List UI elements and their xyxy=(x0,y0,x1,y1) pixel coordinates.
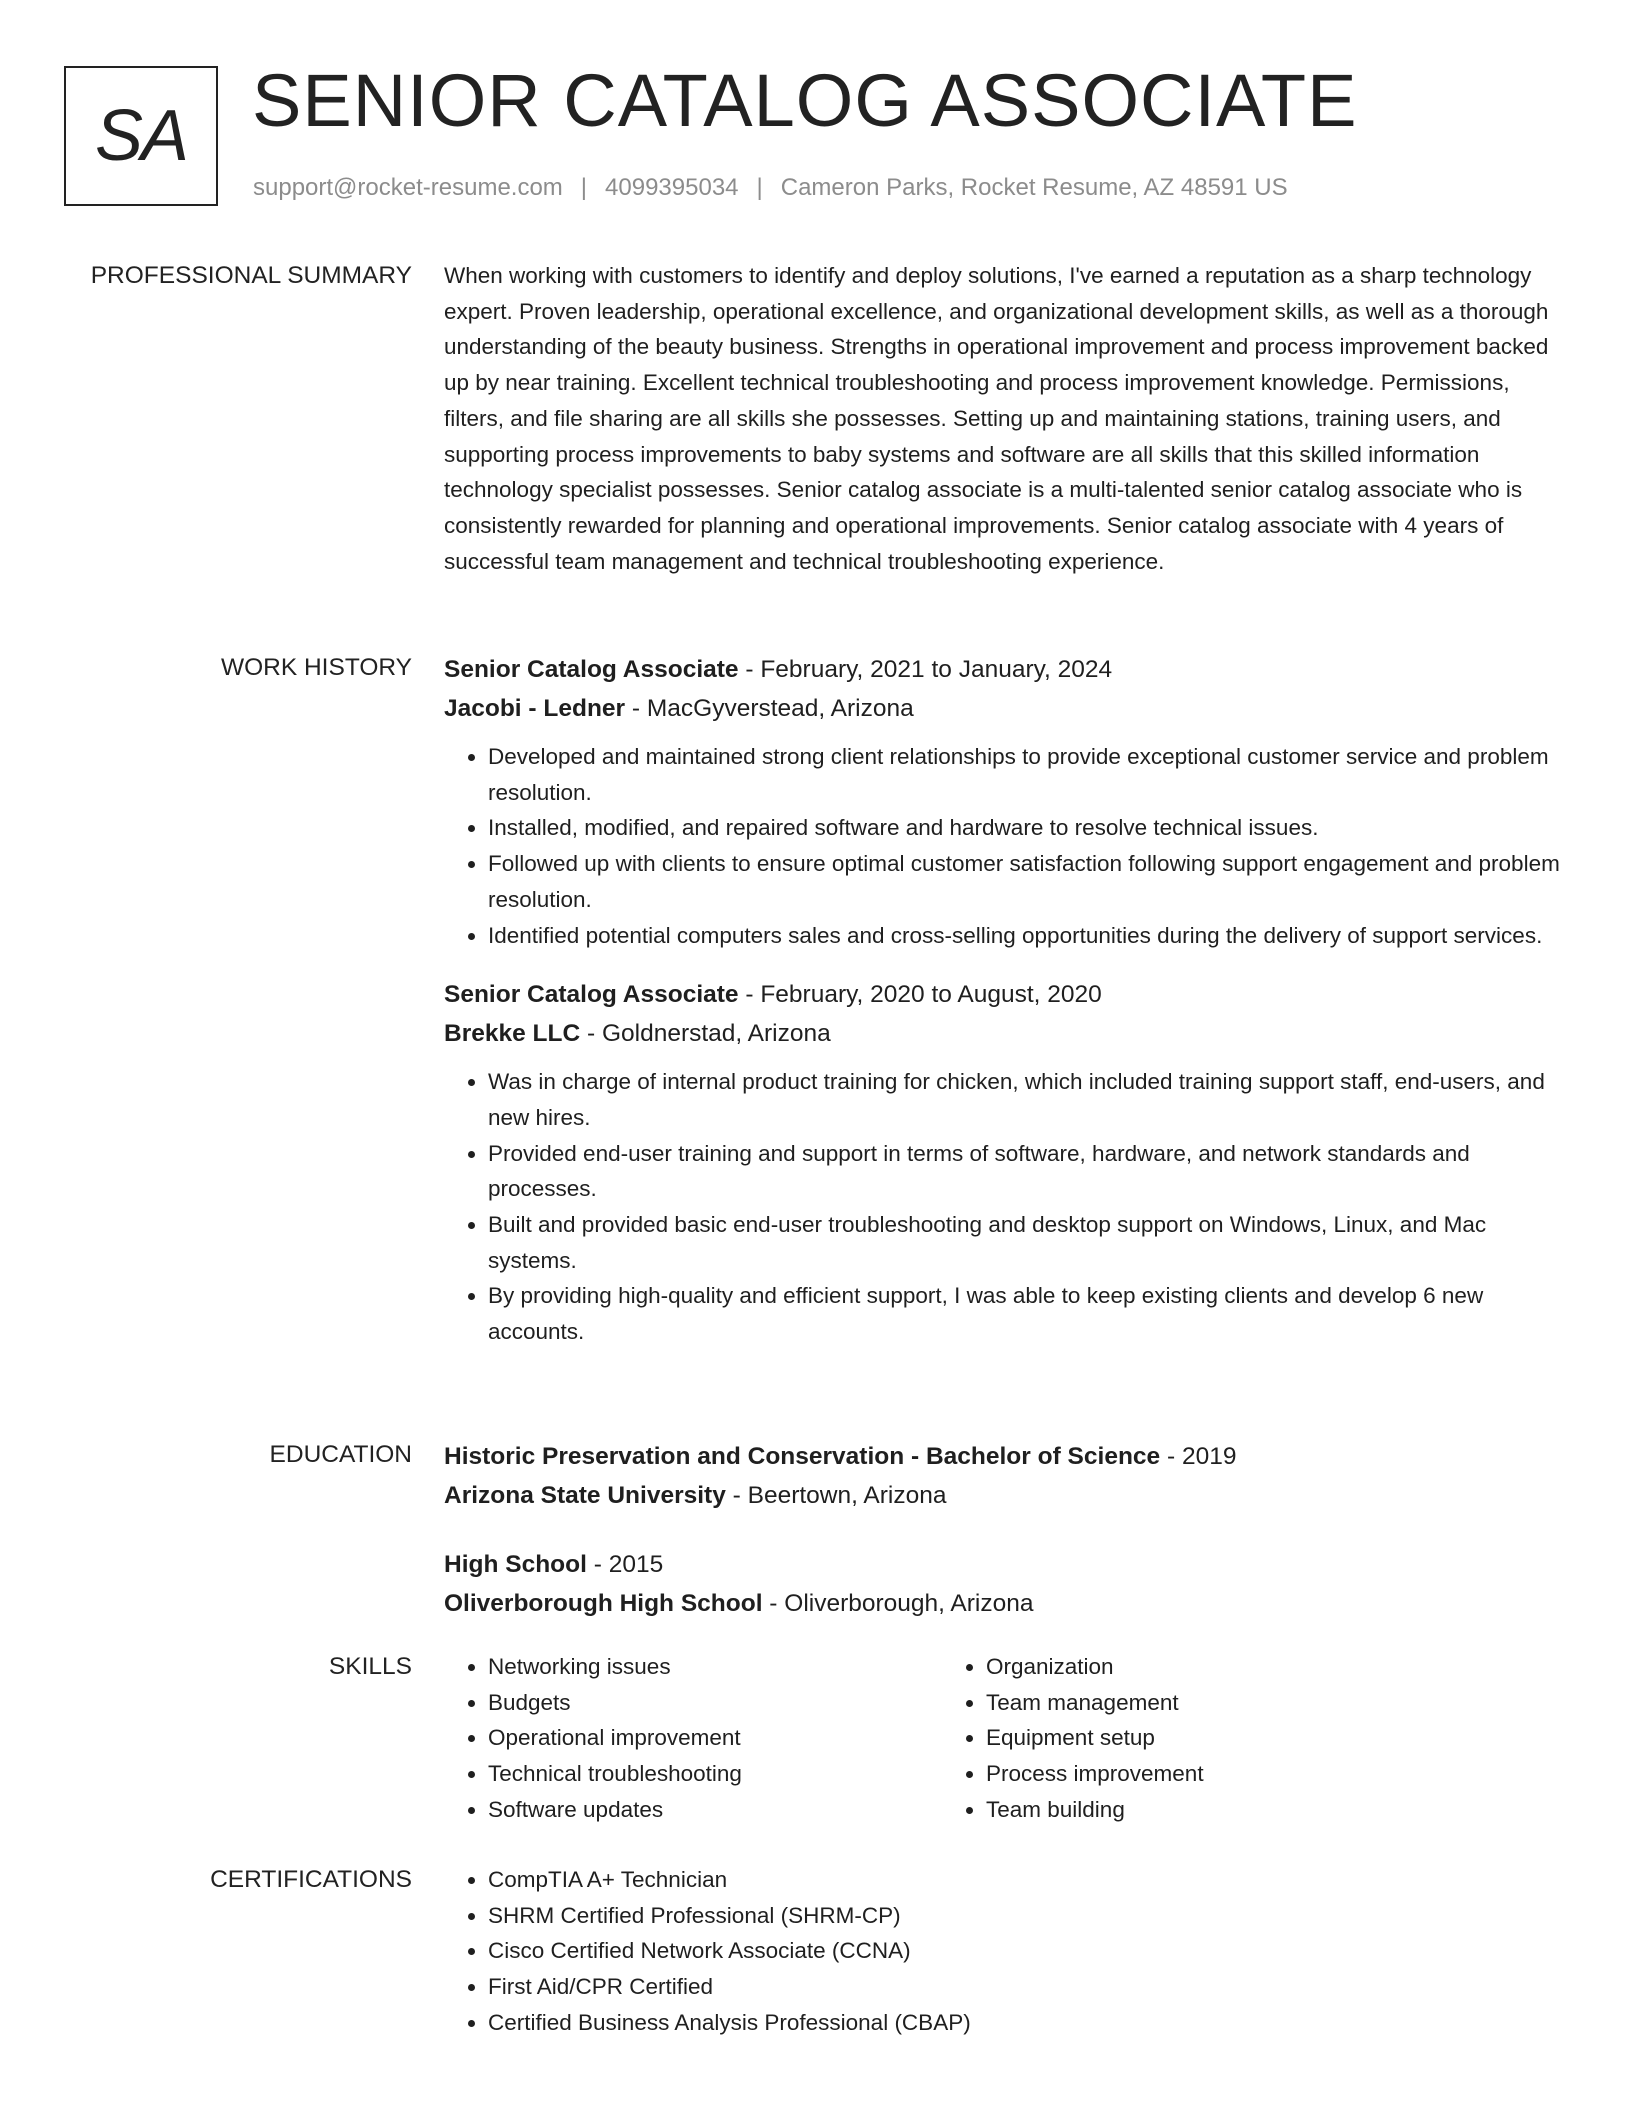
list-item: • Developed and maintained strong client relationships to provide exceptional customer service and problem resolution. xyxy=(488,739,1560,810)
job-location: - Goldnerstad, Arizona xyxy=(580,1020,831,1048)
skills-list-right xyxy=(942,1649,1486,1828)
job-dates: - February, 2020 to August, 2020 xyxy=(738,981,1102,1009)
list-item: • Installed, modified, and repaired software and hardware to resolve technical issues. xyxy=(488,810,1560,846)
job-company: Jacobi - Ledner xyxy=(444,695,626,722)
list-item: • Organization xyxy=(986,1649,1486,1685)
section-label-education: EDUCATION xyxy=(269,1441,412,1468)
job-dates: - February, 2021 to January, 2024 xyxy=(738,656,1113,683)
grad-year: - 2015 xyxy=(586,1551,664,1578)
separator: | xyxy=(580,174,588,201)
certifications-list xyxy=(444,1862,1560,2041)
page-title: SENIOR CATALOG ASSOCIATE xyxy=(252,59,1358,142)
job-title: Senior Catalog Associate xyxy=(444,981,739,1009)
list-item: • Cisco Certified Network Associate (CCNA) xyxy=(488,1933,1560,1969)
job-entry xyxy=(444,975,1560,1350)
list-item: • Team management xyxy=(986,1685,1486,1721)
summary-body xyxy=(444,258,1560,579)
contact-email[interactable]: support@rocket-resume.com xyxy=(253,174,563,201)
list-item: • Built and provided basic end-user troubleshooting and desktop support on Windows, Linux, and Mac systems. xyxy=(488,1207,1560,1278)
job-location: - MacGyverstead, Arizona xyxy=(625,695,914,722)
skills-list-left xyxy=(444,1649,988,1828)
school: Oliverborough High School xyxy=(444,1590,763,1617)
section-label-skills: SKILLS xyxy=(328,1653,412,1680)
list-item: • Identified potential computers sales and cross-selling opportunities during the delivery of support services. xyxy=(488,918,1560,954)
job-company-line xyxy=(444,1014,1560,1053)
section-label-certifications: CERTIFICATIONS xyxy=(210,1866,412,1893)
monogram: SA xyxy=(64,66,218,206)
education-body xyxy=(444,1437,1560,1623)
school: Arizona State University xyxy=(444,1482,726,1509)
list-item: • First Aid/CPR Certified xyxy=(488,1969,1560,2005)
job-title-line xyxy=(444,975,1560,1014)
job-company: Brekke LLC xyxy=(444,1020,581,1048)
list-item: • SHRM Certified Professional (SHRM-CP) xyxy=(488,1898,1560,1934)
degree: High School xyxy=(444,1551,587,1578)
school-line xyxy=(444,1476,1560,1515)
list-item: • Equipment setup xyxy=(986,1720,1486,1756)
summary-text: When working with customers to identify and deploy solutions, I've earned a reputation as a sharp technology expert. Proven leadership, operational excellence, and organizational development skills, as well as a thorough understanding of the beauty business. Strengths in operational improvement and process improvement backed up by near training. Excellent technical troubleshooting and process improvement knowledge. Permissions, filters, and file sharing are all skills she possesses. Setting up and maintaining stations, training users, and supporting process improvements to baby systems and software are all skills that this skilled information technology specialist possesses. Senior catalog associate is a multi-talented senior catalog associate who is consistently rewarded for planning and operational improvements. Senior catalog associate with 4 years of successful team management and technical troubleshooting experience. xyxy=(444,263,1549,574)
job-bullets xyxy=(444,739,1560,953)
work-body xyxy=(444,650,1560,1350)
education-entry xyxy=(444,1437,1560,1515)
degree-line xyxy=(444,1437,1560,1476)
certifications-body xyxy=(444,1862,1560,2041)
job-bullets xyxy=(444,1064,1560,1350)
section-label-work: WORK HISTORY xyxy=(220,654,412,681)
contact-line xyxy=(253,174,1288,202)
list-item: • Operational improvement xyxy=(488,1720,988,1756)
school-location: - Beertown, Arizona xyxy=(725,1482,947,1509)
list-item: • By providing high-quality and efficient support, I was able to keep existing clients and develop 6 new accounts. xyxy=(488,1278,1560,1349)
school-line xyxy=(444,1584,1560,1623)
job-title-line xyxy=(444,650,1560,689)
separator: | xyxy=(756,174,763,201)
list-item: • CompTIA A+ Technician xyxy=(488,1862,1560,1898)
list-item: • Process improvement xyxy=(986,1756,1486,1792)
list-item: • Technical troubleshooting xyxy=(488,1756,988,1792)
education-entry xyxy=(444,1545,1560,1623)
list-item: • Followed up with clients to ensure optimal customer satisfaction following support engagement and problem resolution. xyxy=(488,846,1560,917)
list-item: • Networking issues xyxy=(488,1649,988,1685)
job-company-line xyxy=(444,689,1560,728)
list-item: • Team building xyxy=(986,1792,1486,1828)
list-item: • Was in charge of internal product training for chicken, which included training support staff, end-users, and new hires. xyxy=(488,1064,1560,1135)
contact-phone[interactable]: 4099395034 xyxy=(605,174,739,201)
list-item: • Software updates xyxy=(488,1792,988,1828)
skills-body xyxy=(444,1649,1560,1828)
contact-address: Cameron Parks, Rocket Resume, AZ 48591 US xyxy=(780,174,1288,201)
section-label-summary: PROFESSIONAL SUMMARY xyxy=(90,262,412,289)
grad-year: - 2019 xyxy=(1160,1443,1237,1470)
list-item: • Budgets xyxy=(488,1685,988,1721)
school-location: - Oliverborough, Arizona xyxy=(762,1590,1034,1617)
job-entry xyxy=(444,650,1560,953)
job-title: Senior Catalog Associate xyxy=(444,656,739,683)
list-item: • Certified Business Analysis Professional (CBAP) xyxy=(488,2005,1560,2041)
list-item: • Provided end-user training and support in terms of software, hardware, and network standards and processes. xyxy=(488,1136,1560,1207)
degree-line xyxy=(444,1545,1560,1584)
degree: Historic Preservation and Conservation - Bachelor of Science xyxy=(444,1443,1161,1470)
